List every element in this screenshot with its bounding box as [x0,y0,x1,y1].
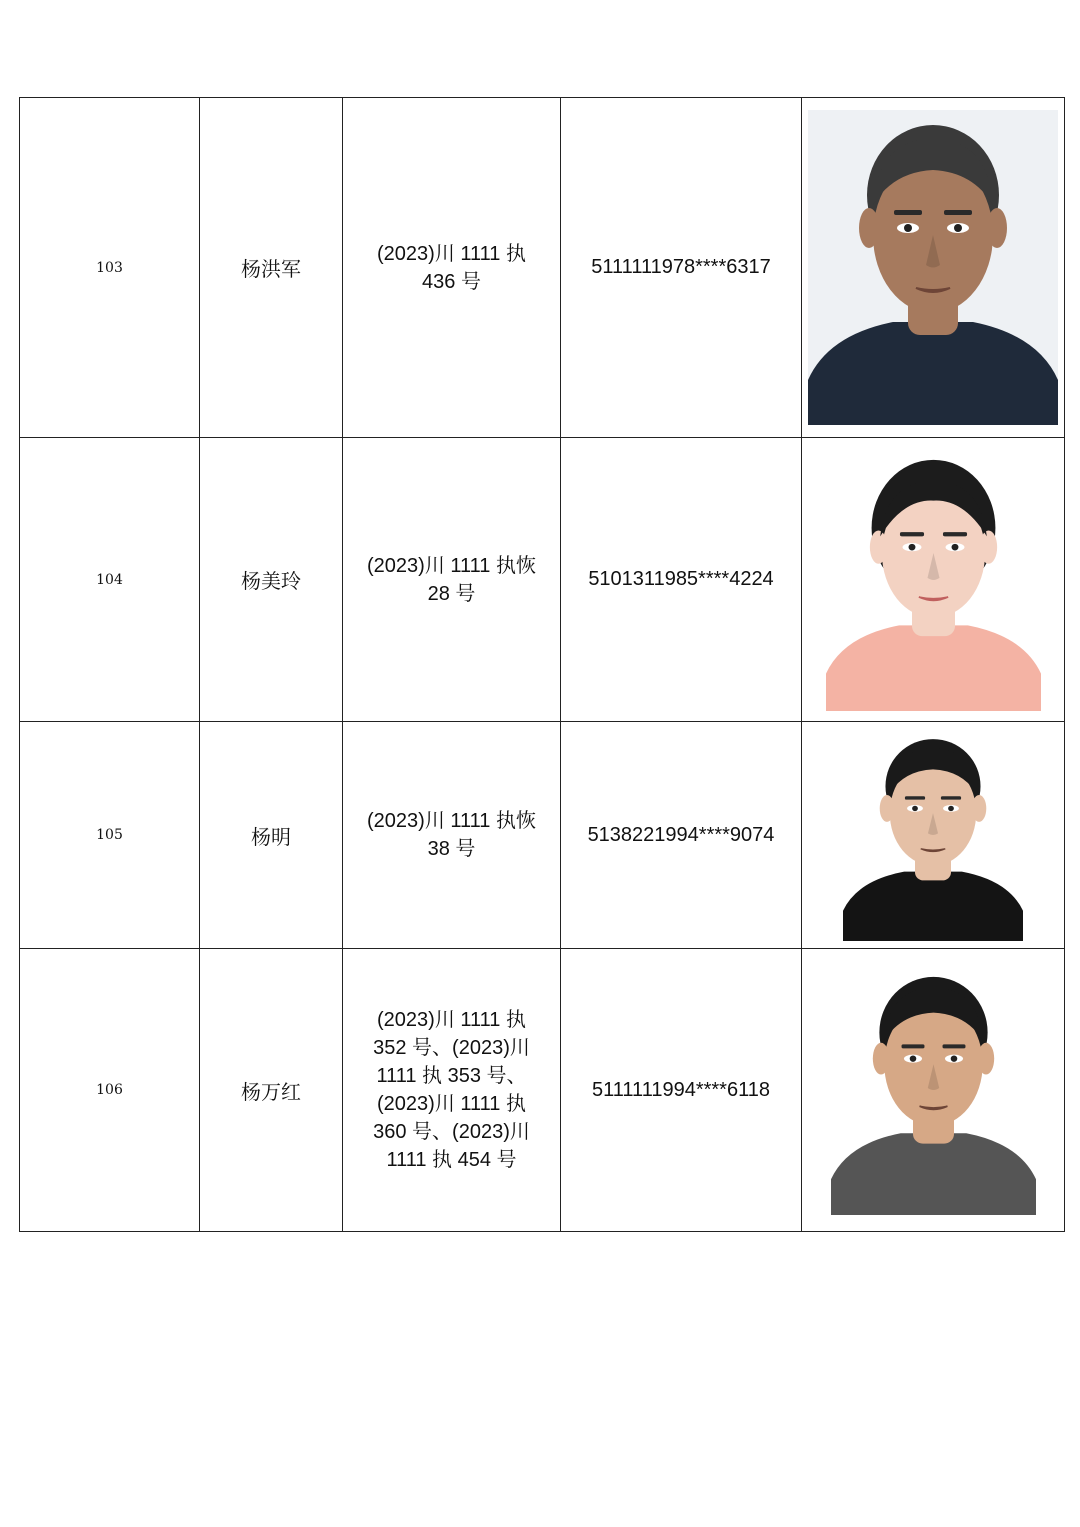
id-number: 5111111978****6317 [561,98,802,438]
id-number: 5111111994****6118 [561,949,802,1232]
pupil [948,806,954,811]
eyebrow [894,210,922,215]
eyebrow [944,210,972,215]
case-number: (2023)川 1111 执恢 28 号 [367,554,536,605]
portrait-photo [843,729,1023,941]
person-name: 杨万红 [200,949,343,1232]
eyebrow [901,1044,924,1048]
pupil [954,224,962,232]
pupil [912,806,918,811]
defaulter-table [19,97,1065,1232]
pupil [909,1055,916,1061]
row-number: 104 [20,438,200,722]
pupil [950,1055,957,1061]
eyebrow [942,532,966,536]
table-row [20,438,1065,722]
portrait-photo [826,449,1041,711]
table-row [20,722,1065,949]
eyebrow [899,532,923,536]
id-number: 5101311985****4224 [561,438,802,722]
pupil [908,543,915,550]
eyebrow [941,796,961,799]
case-number: (2023)川 1111 执 436 号 [377,242,526,293]
eyebrow [942,1044,965,1048]
pupil [904,224,912,232]
id-number: 5138221994****9074 [561,722,802,949]
person-name: 杨美玲 [200,438,343,722]
table-row [20,949,1065,1232]
row-number: 103 [20,98,200,438]
case-number: (2023)川 1111 执 352 号、(2023)川 1111 执 353 号、(2023)川 1111 执 360 号、(2023)川 1111 执 454 号 [373,1009,530,1171]
pupil [951,543,958,550]
table-row [20,98,1065,438]
person-name: 杨洪军 [200,98,343,438]
portrait-photo [808,110,1058,425]
person-name: 杨明 [200,722,343,949]
eyebrow [905,796,925,799]
row-number: 106 [20,949,200,1232]
case-number: (2023)川 1111 执恢 38 号 [367,810,536,860]
portrait-photo [831,965,1036,1215]
row-number: 105 [20,722,200,949]
